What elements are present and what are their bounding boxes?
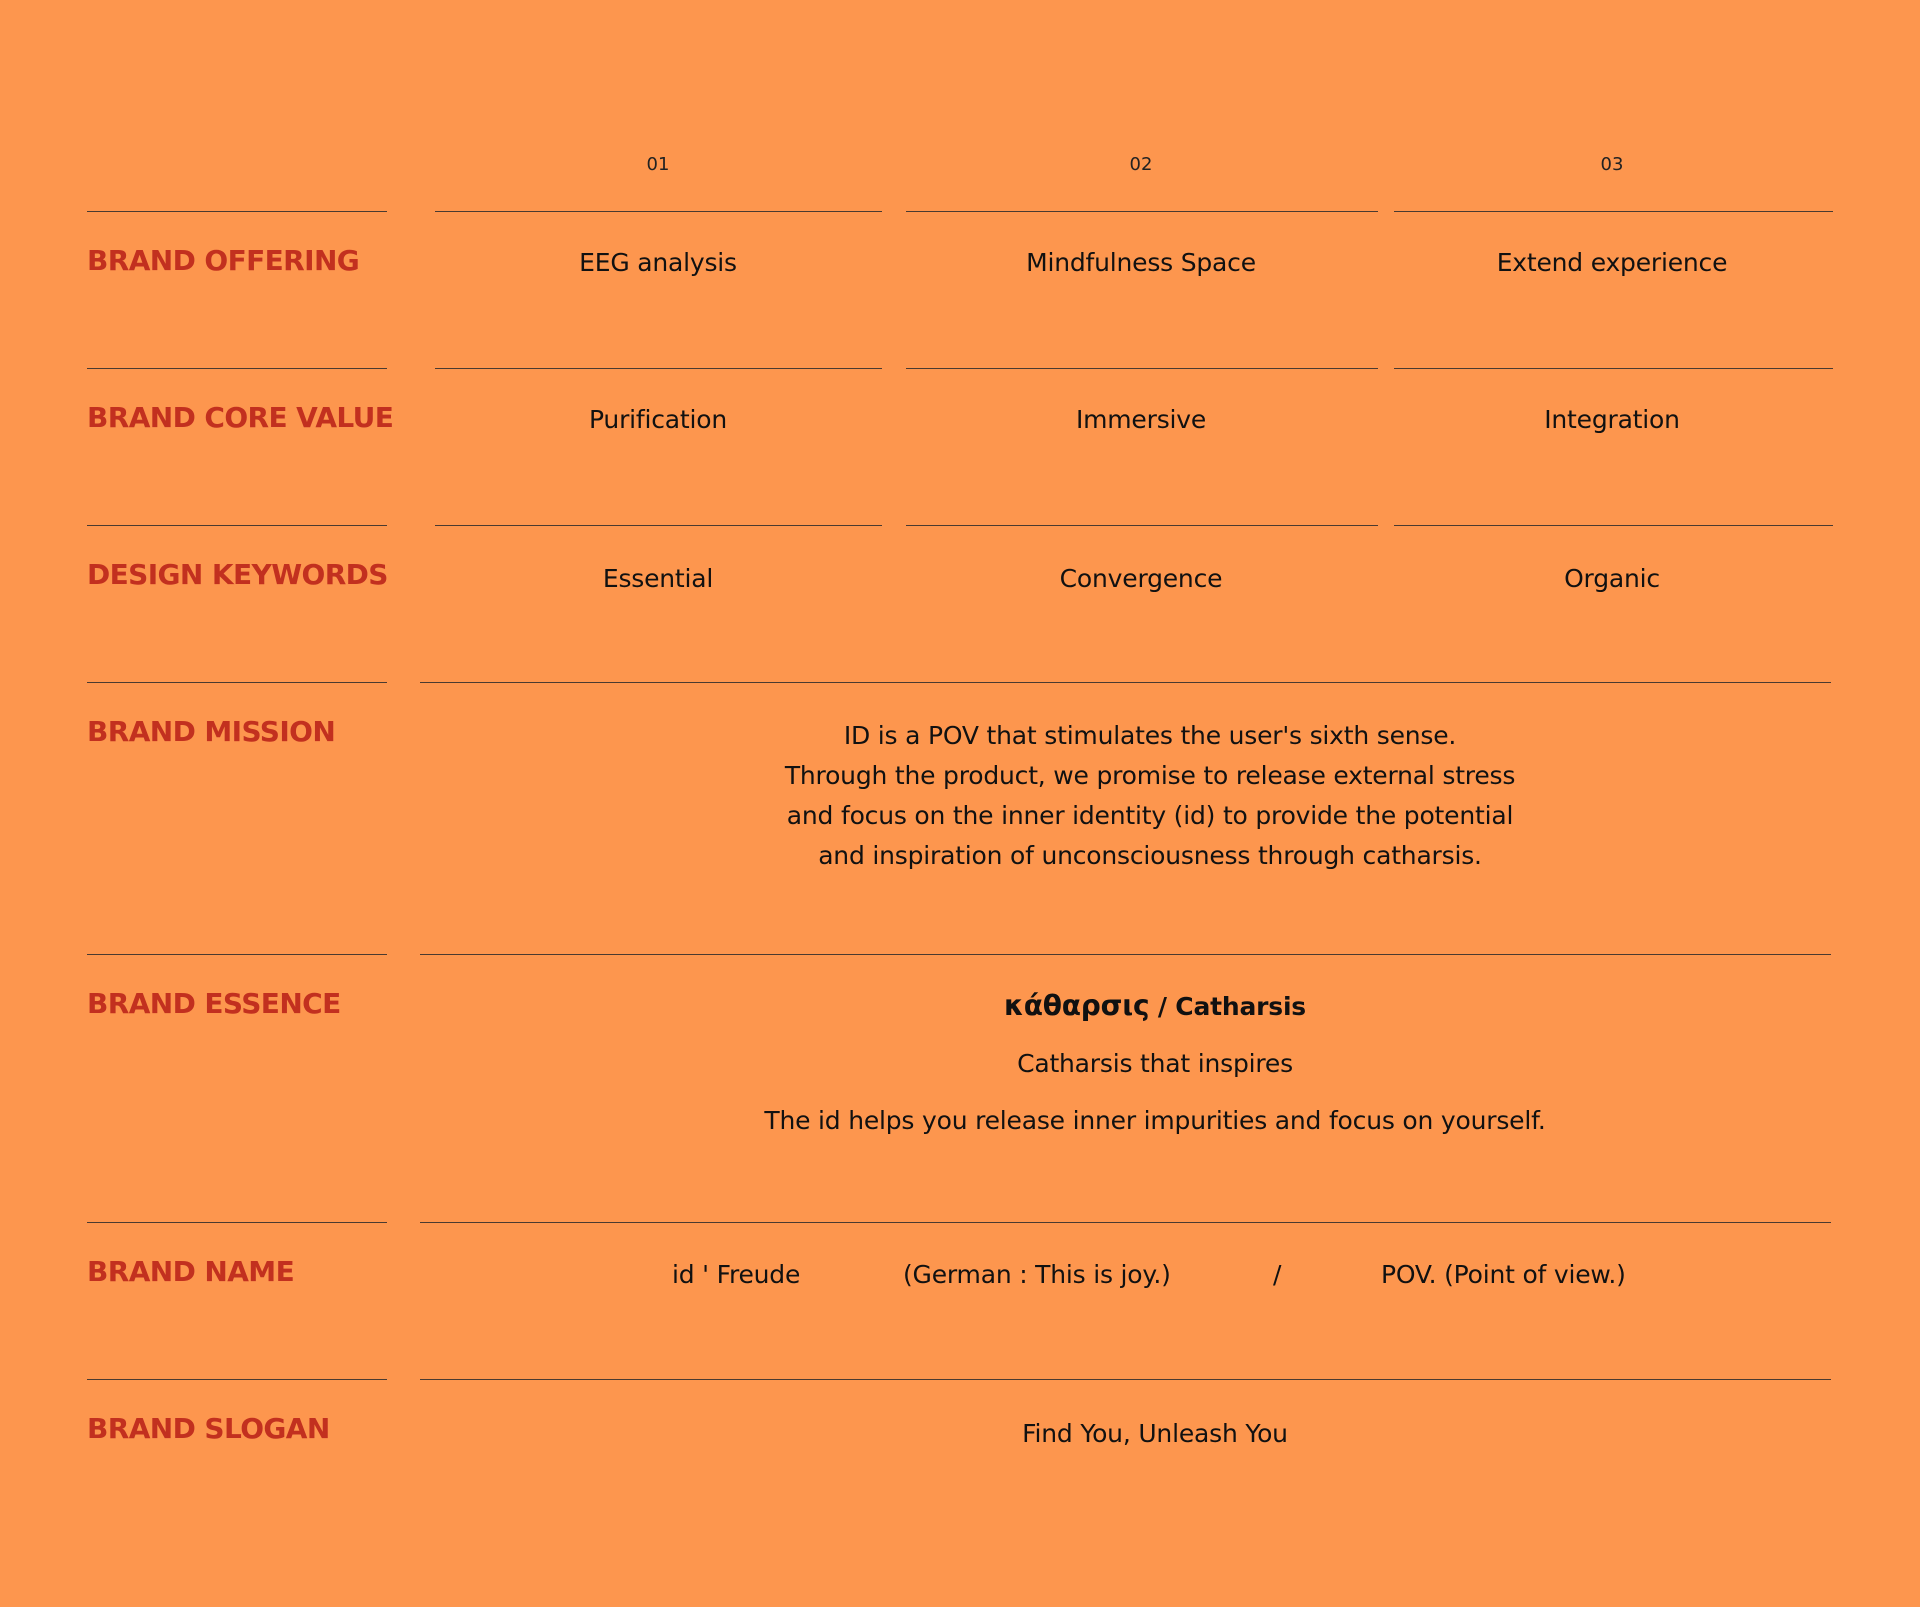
essence-title: [450, 989, 1860, 1022]
row-label-brand-mission: BRAND MISSION: [87, 715, 336, 748]
row-label-brand-name: BRAND NAME: [87, 1255, 295, 1288]
divider: [87, 368, 387, 369]
offering-value-1: EEG analysis: [579, 248, 737, 277]
row-label-brand-offering: BRAND OFFERING: [87, 244, 360, 277]
divider: [87, 525, 387, 526]
divider: [435, 211, 882, 212]
divider: [906, 525, 1378, 526]
column-number-03: 03: [1600, 154, 1624, 175]
divider: [420, 954, 1831, 955]
column-number-01: 01: [646, 154, 670, 175]
essence-description: The id helps you release inner impurities and focus on yourself.: [764, 1106, 1546, 1135]
row-label-brand-core-value: BRAND CORE VALUE: [87, 401, 394, 434]
divider: [906, 211, 1378, 212]
essence-title-latin: / Catharsis: [1149, 992, 1306, 1021]
keyword-2: Convergence: [1059, 564, 1223, 593]
divider: [435, 525, 882, 526]
row-label-brand-slogan: BRAND SLOGAN: [87, 1412, 330, 1445]
row-label-brand-essence: BRAND ESSENCE: [87, 987, 341, 1020]
essence-subtitle: Catharsis that inspires: [1017, 1049, 1293, 1078]
divider: [1394, 368, 1833, 369]
brand-name-text: id ' Freude: [672, 1260, 801, 1289]
core-value-2: Immersive: [1075, 405, 1207, 434]
keyword-3: Organic: [1564, 564, 1660, 593]
divider: [906, 368, 1378, 369]
keyword-1: Essential: [602, 564, 714, 593]
slogan-text: Find You, Unleash You: [1022, 1419, 1288, 1448]
divider: [1394, 525, 1833, 526]
mission-text: ID is a POV that stimulates the user's sixth sense. Through the product, we promise to release external stress and focus on the inner identity (id) to provide the potential and inspiration of unconsciousness through catharsis.: [784, 721, 1516, 870]
divider: [87, 1379, 387, 1380]
divider: [1394, 211, 1833, 212]
essence-title-greek: κάθαρσις: [1004, 989, 1150, 1022]
core-value-1: Purification: [588, 405, 727, 434]
divider: [87, 1222, 387, 1223]
divider: [420, 682, 1831, 683]
brand-name-separator: /: [1273, 1260, 1282, 1289]
divider: [87, 211, 387, 212]
brand-name-alt: POV. (Point of view.): [1381, 1260, 1626, 1289]
brand-name-meaning: (German : This is joy.): [903, 1260, 1171, 1289]
divider: [420, 1379, 1831, 1380]
offering-value-3: Extend experience: [1496, 248, 1728, 277]
core-value-3: Integration: [1544, 405, 1680, 434]
divider: [420, 1222, 1831, 1223]
column-number-02: 02: [1129, 154, 1153, 175]
offering-value-2: Mindfulness Space: [1026, 248, 1256, 277]
divider: [87, 682, 387, 683]
divider: [435, 368, 882, 369]
divider: [87, 954, 387, 955]
row-label-design-keywords: DESIGN KEYWORDS: [87, 558, 388, 591]
